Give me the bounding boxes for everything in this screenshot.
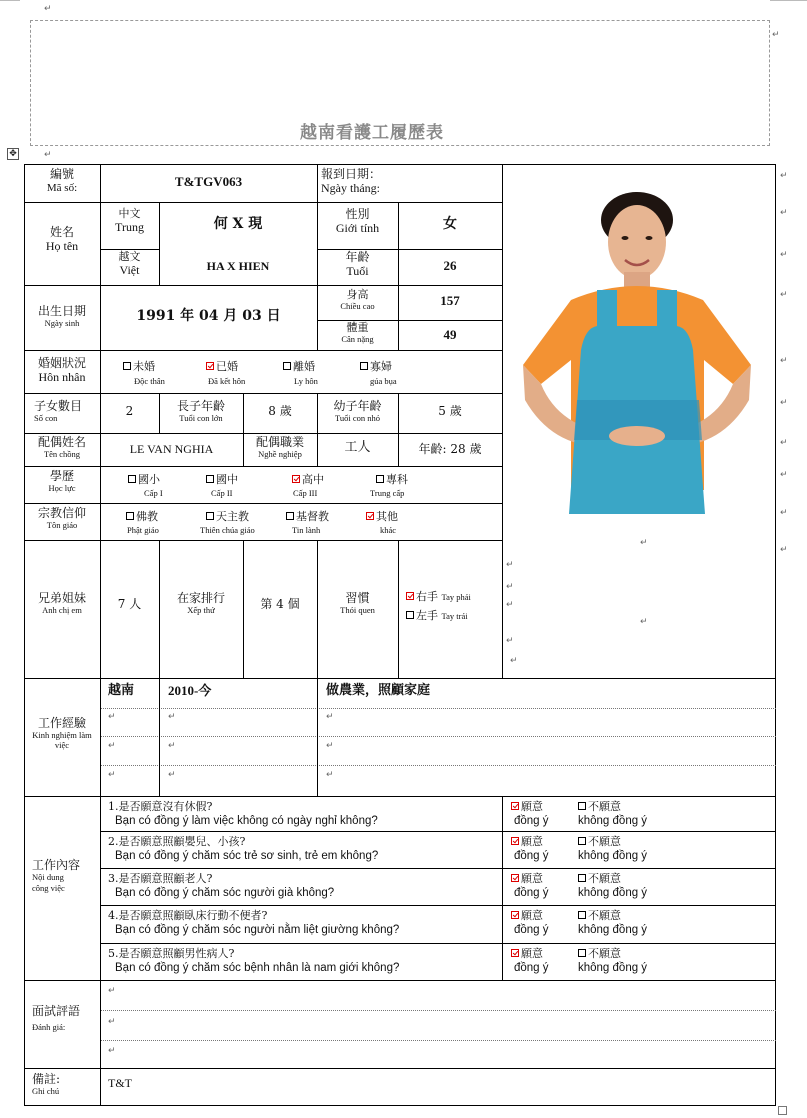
height-label: 身高 Chiều cao <box>340 288 375 311</box>
work-period-value[interactable]: 2010-今 <box>168 683 212 698</box>
paragraph-mark: ↵ <box>780 208 788 218</box>
gender-label: 性別 Giới tính <box>335 207 380 235</box>
paragraph-mark: ↵ <box>780 438 788 448</box>
question-zh: 3.是否願意照顧老人? <box>108 872 213 885</box>
eldest-age-label: 長子年齡 Tuổi con lớn <box>176 399 225 423</box>
habit-label: 習慣 Thói quen <box>340 591 375 615</box>
checkbox-icon[interactable] <box>578 837 586 845</box>
birth-date-value[interactable]: 1991 年 04 月 03 日 <box>136 308 281 324</box>
spouse-name-value[interactable]: LE VAN NGHIA <box>129 442 214 456</box>
spouse-job-label: 配偶職業 Nghề nghiệp <box>255 435 304 459</box>
agree-option[interactable]: 願意 <box>511 870 543 886</box>
eldest-age-value[interactable]: 8 歲 <box>268 404 292 418</box>
paragraph-mark: ↵ <box>640 617 648 627</box>
remarks-label: 備註: Ghi chú <box>32 1072 61 1097</box>
checkbox-icon[interactable] <box>578 949 586 957</box>
paragraph-mark: ↵ <box>506 582 514 592</box>
marital-option-widowed-vn: gúa bụa <box>370 376 397 386</box>
paragraph-mark: ↵ <box>506 600 514 610</box>
checkbox-icon[interactable] <box>578 802 586 810</box>
religion-option-buddhism-vn: Phật giáo <box>127 525 159 535</box>
height-value[interactable]: 157 <box>440 293 460 308</box>
gender-value[interactable]: 女 <box>443 216 457 232</box>
agree-option[interactable]: 願意 <box>511 945 543 961</box>
youngest-age-value[interactable]: 5 歲 <box>438 404 462 418</box>
weight-label: 體重 Cân nặng <box>341 321 374 344</box>
report-date-label: 報到日期： Ngày tháng: <box>321 167 382 196</box>
paragraph-mark: ↵ <box>108 986 116 996</box>
checkbox-checked-icon[interactable] <box>366 512 374 520</box>
education-option-junior-vn: Cấp II <box>211 488 233 498</box>
disagree-option[interactable]: 不願意 <box>578 870 621 886</box>
checkbox-checked-icon[interactable] <box>511 837 519 845</box>
agree-option-vn: đồng ý <box>514 850 549 862</box>
table-resize-handle[interactable] <box>778 1106 787 1115</box>
education-label: 學歷 Học lực <box>48 469 76 493</box>
checkbox-checked-icon[interactable] <box>511 874 519 882</box>
rank-label: 在家排行 Xếp thứ <box>176 591 225 615</box>
age-label: 年齡 Tuổi <box>345 250 370 278</box>
question-vn: Bạn có đồng ý làm việc không có ngày nghỉ không? <box>115 815 378 827</box>
spouse-label: 配偶姓名 Tên chồng <box>37 435 86 459</box>
agree-option-vn: đồng ý <box>514 924 549 936</box>
education-option-senior[interactable]: 高中 <box>292 471 324 487</box>
paragraph-mark: ↵ <box>44 150 52 160</box>
paragraph-mark: ↵ <box>168 741 176 751</box>
agree-option-vn: đồng ý <box>514 815 549 827</box>
paragraph-mark: ↵ <box>326 741 334 751</box>
paragraph-mark: ↵ <box>640 538 648 548</box>
checkbox-icon[interactable] <box>126 512 134 520</box>
youngest-age-label: 幼子年齡 Tuổi con nhỏ <box>333 399 382 423</box>
paragraph-mark: ↵ <box>780 171 788 181</box>
siblings-count-value[interactable]: 7 人 <box>117 597 142 611</box>
disagree-option[interactable]: 不願意 <box>578 798 621 814</box>
disagree-option[interactable]: 不願意 <box>578 833 621 849</box>
paragraph-mark: ↵ <box>772 30 780 40</box>
paragraph-mark: ↵ <box>780 470 788 480</box>
margin-marker <box>770 0 807 1</box>
paragraph-mark: ↵ <box>108 1046 116 1056</box>
code-value[interactable]: T&TGV063 <box>174 174 243 189</box>
education-option-primary-vn: Cấp I <box>144 488 163 498</box>
disagree-option-vn: không đồng ý <box>578 887 648 899</box>
religion-option-catholic-vn: Thiên chúa giáo <box>200 525 255 535</box>
agree-option-vn: đồng ý <box>514 962 549 974</box>
marital-option-single[interactable]: 未婚 <box>123 358 155 374</box>
checkbox-icon[interactable] <box>376 475 384 483</box>
marital-option-single-vn: Độc thân <box>134 376 165 386</box>
paragraph-mark: ↵ <box>108 712 116 722</box>
name-label: 姓名 Họ tên <box>45 225 79 253</box>
education-option-junior[interactable]: 國中 <box>206 471 238 487</box>
checkbox-icon[interactable] <box>578 911 586 919</box>
religion-option-other[interactable]: 其他 <box>366 508 398 524</box>
disagree-option[interactable]: 不願意 <box>578 945 621 961</box>
question-zh: 5.是否願意照顧男性病人? <box>108 947 235 960</box>
paragraph-mark: ↵ <box>326 712 334 722</box>
work-content-label: 工作內容 Nội dung công việc <box>32 858 81 893</box>
religion-option-protestant-vn: Tin lành <box>292 525 321 535</box>
paragraph-mark: ↵ <box>506 560 514 570</box>
applicant-photo <box>519 190 755 514</box>
religion-option-catholic[interactable]: 天主教 <box>206 508 249 524</box>
code-label: 編號 Mã số: <box>46 167 78 194</box>
checkbox-icon[interactable] <box>128 475 136 483</box>
paragraph-mark: ↵ <box>168 770 176 780</box>
work-description-value[interactable]: 做農業，照顧家庭 <box>326 683 431 698</box>
paragraph-mark: ↵ <box>168 712 176 722</box>
question-vn: Bạn có đồng ý chăm sóc người nằm liệt giường không? <box>115 924 400 936</box>
chinese-lang-label: 中文 Trung <box>115 207 144 234</box>
margin-marker <box>0 0 20 1</box>
checkbox-icon[interactable] <box>286 512 294 520</box>
paragraph-mark: ↵ <box>780 545 788 555</box>
paragraph-mark: ↵ <box>780 290 788 300</box>
interview-label: 面試評語 Đánh giá: <box>32 1004 81 1033</box>
paragraph-mark: ↵ <box>780 356 788 366</box>
vietnamese-name-value[interactable]: HA X HIEN <box>206 259 270 273</box>
work-experience-label: 工作經驗 Kinh nghiệm làm việc <box>32 716 92 750</box>
siblings-label: 兄弟姐妹 Anh chị em <box>37 591 86 615</box>
checkbox-checked-icon[interactable] <box>406 592 414 600</box>
checkbox-icon[interactable] <box>406 611 414 619</box>
spouse-age-value[interactable]: 年齡: 28 歲 <box>418 442 482 456</box>
agree-option[interactable]: 願意 <box>511 907 543 923</box>
disagree-option-vn: không đồng ý <box>578 924 648 936</box>
paragraph-mark: ↵ <box>326 770 334 780</box>
paragraph-mark: ↵ <box>108 1017 116 1027</box>
work-country-value[interactable]: 越南 <box>108 683 135 698</box>
question-vn: Bạn có đồng ý chăm sóc bệnh nhân là nam giới không? <box>115 962 400 974</box>
paragraph-mark: ↵ <box>780 508 788 518</box>
checkbox-icon[interactable] <box>360 362 368 370</box>
vietnamese-lang-label: 越文 Việt <box>118 250 141 277</box>
children-count-value[interactable]: 2 <box>125 404 134 418</box>
disagree-option-vn: không đồng ý <box>578 962 648 974</box>
question-zh: 2.是否願意照顧嬰兒、小孩? <box>108 835 246 848</box>
education-option-senior-vn: Cấp III <box>293 488 318 498</box>
marital-option-married-vn: Đã kết hôn <box>208 376 246 386</box>
weight-value[interactable]: 49 <box>443 327 457 342</box>
spouse-job-value[interactable]: 工人 <box>344 440 371 455</box>
question-vn: Bạn có đồng ý chăm sóc trẻ sơ sinh, trẻ em không? <box>115 850 379 862</box>
paragraph-mark: ↵ <box>44 4 52 14</box>
education-option-primary[interactable]: 國小 <box>128 471 160 487</box>
page-title: 越南看護工履歷表 <box>300 123 444 143</box>
checkbox-checked-icon[interactable] <box>206 362 214 370</box>
paragraph-mark: ↵ <box>108 741 116 751</box>
checkbox-checked-icon[interactable] <box>511 911 519 919</box>
marital-option-widowed[interactable]: 寡婦 <box>360 358 392 374</box>
paragraph-mark: ↵ <box>780 398 788 408</box>
paragraph-mark: ↵ <box>108 770 116 780</box>
checkbox-icon[interactable] <box>123 362 131 370</box>
disagree-option-vn: không đồng ý <box>578 815 648 827</box>
paragraph-mark: ↵ <box>506 636 514 646</box>
religion-option-other-vn: khác <box>380 525 397 535</box>
table-move-handle[interactable]: ✥ <box>7 148 19 160</box>
checkbox-checked-icon[interactable] <box>511 802 519 810</box>
marital-option-divorced-vn: Ly hôn <box>294 376 318 386</box>
religion-option-buddhism[interactable]: 佛教 <box>126 508 158 524</box>
education-option-college[interactable]: 專科 <box>376 471 408 487</box>
education-option-college-vn: Trung cấp <box>370 488 405 498</box>
disagree-option-vn: không đồng ý <box>578 850 648 862</box>
habit-option-left-hand[interactable]: 左手 Tay trái <box>406 607 468 623</box>
children-label: 子女數目 Số con <box>34 399 83 423</box>
checkbox-icon[interactable] <box>206 512 214 520</box>
question-zh: 1.是否願意沒有休假? <box>108 800 213 813</box>
paragraph-mark: ↵ <box>510 656 518 666</box>
checkbox-icon[interactable] <box>578 874 586 882</box>
religion-option-protestant[interactable]: 基督教 <box>286 508 329 524</box>
habit-option-right-hand[interactable]: 右手 Tay phải <box>406 588 471 604</box>
paragraph-mark: ↵ <box>780 250 788 260</box>
agree-option[interactable]: 願意 <box>511 798 543 814</box>
checkbox-icon[interactable] <box>206 475 214 483</box>
disagree-option[interactable]: 不願意 <box>578 907 621 923</box>
question-zh: 4.是否願意照顧臥床行動不便者? <box>108 909 268 922</box>
agree-option-vn: đồng ý <box>514 887 549 899</box>
checkbox-checked-icon[interactable] <box>511 949 519 957</box>
birth-label: 出生日期 Ngày sinh <box>37 304 86 328</box>
marital-label: 婚姻狀況 Hôn nhân <box>37 356 86 384</box>
checkbox-icon[interactable] <box>283 362 291 370</box>
religion-label: 宗教信仰 Tôn giáo <box>37 506 86 530</box>
marital-option-divorced[interactable]: 離婚 <box>283 358 315 374</box>
rank-value[interactable]: 第 4 個 <box>260 597 300 611</box>
age-value[interactable]: 26 <box>443 258 457 273</box>
agree-option[interactable]: 願意 <box>511 833 543 849</box>
chinese-name-value[interactable]: 何 X 現 <box>213 216 263 232</box>
marital-option-married[interactable]: 已婚 <box>206 358 238 374</box>
question-vn: Bạn có đồng ý chăm sóc người già không? <box>115 887 335 899</box>
checkbox-checked-icon[interactable] <box>292 475 300 483</box>
remarks-value[interactable]: T&T <box>108 1076 132 1090</box>
